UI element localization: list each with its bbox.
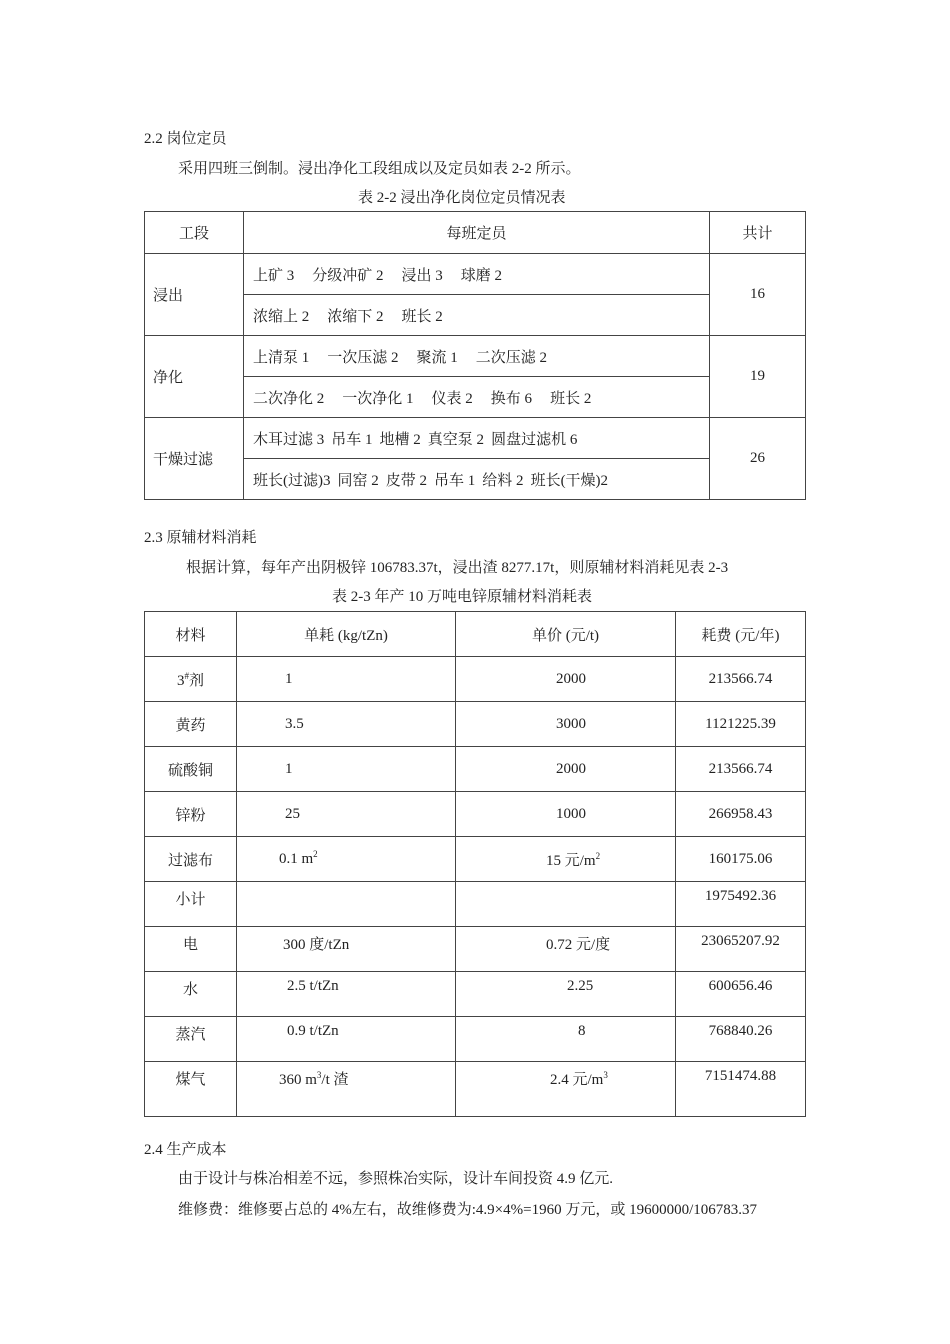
staff-line: [244, 377, 710, 418]
table-row: [145, 459, 806, 500]
header-cell: 每班定员: [244, 212, 710, 254]
dept-cell: 净化: [145, 336, 244, 418]
staff-item: 浸出 3: [401, 267, 443, 284]
staff-item: 二次压滤 2: [475, 349, 548, 366]
table-row: [145, 972, 806, 1017]
staff-item: 同窑 2: [337, 472, 379, 489]
table-row: [145, 702, 806, 747]
unit-consumption-cell: 360 $m^3/t$ 渣: [237, 1062, 456, 1117]
section-2-3-intro: 根据计算，每年产出阴极锌 106783.37t，浸出渣 8277.17t，则原辅材料消耗见表 2-3: [186, 560, 729, 576]
table-row: [145, 418, 806, 459]
dept-cell: 浸出: [145, 254, 244, 336]
cost-cell: 1975492.36: [676, 882, 806, 927]
table-row: [145, 747, 806, 792]
header-cell: 单耗 (kg/tZn): [237, 612, 456, 657]
cost-cell: 7151474.88: [676, 1062, 806, 1117]
staff-line: [244, 295, 710, 336]
staff-line: [244, 418, 710, 459]
staff-item: 班长(干燥)2: [530, 472, 609, 489]
staff-item: 换布 6: [490, 390, 533, 407]
unit-consumption-cell: 1: [237, 657, 456, 702]
section-2-3-heading: 2.3 原辅材料消耗: [144, 530, 257, 546]
material-cell: 小计: [145, 882, 237, 927]
unit-price-cell: 0.72 元/度: [456, 927, 676, 972]
staff-item: 仪表 2: [431, 390, 473, 407]
staff-line: [244, 459, 710, 500]
staff-item: 一次压滤 2: [327, 349, 399, 366]
staff-item: 浓缩下 2: [327, 308, 384, 325]
total-cell: 16: [710, 254, 806, 336]
unit-consumption-cell: 1: [237, 747, 456, 792]
table-row-subtotal: [145, 882, 806, 927]
section-2-2-intro: 采用四班三倒制。浸出净化工段组成以及定员如表 2-2 所示。: [178, 161, 581, 177]
unit-price-cell: 2.25: [456, 972, 676, 1017]
cost-cell: 213566.74: [676, 657, 806, 702]
table-row: [145, 792, 806, 837]
cost-cell: 160175.06: [676, 837, 806, 882]
staff-item: 聚流 1: [416, 349, 458, 366]
unit-consumption-cell: 3.5: [237, 702, 456, 747]
staff-item: 一次净化 1: [342, 390, 414, 407]
unit-consumption-cell: 25: [237, 792, 456, 837]
table-2-2-caption: 表 2-2 浸出净化岗位定员情况表: [358, 190, 566, 206]
material-cell: 黄药: [145, 702, 237, 747]
staff-item: 吊车 1: [434, 472, 476, 489]
staff-item: 真空泵 2: [427, 431, 485, 448]
material-cell: 电: [145, 927, 237, 972]
header-cell: 材料: [145, 612, 237, 657]
header-cell: 工段: [145, 212, 244, 254]
staff-item: 木耳过滤 3: [253, 431, 325, 448]
staff-item: 球磨 2: [460, 267, 503, 284]
staff-item: 班长(过滤)3: [253, 472, 331, 489]
staff-item: 分级冲矿 2: [312, 267, 384, 284]
table-row: [145, 295, 806, 336]
section-2-4-heading: 2.4 生产成本: [144, 1142, 227, 1158]
material-cell: 锌粉: [145, 792, 237, 837]
unit-price-cell: 2000: [456, 657, 676, 702]
table-row: [145, 657, 806, 702]
header-cell: 单价 (元/t): [456, 612, 676, 657]
section-2-2-heading: 2.2 岗位定员: [144, 131, 227, 147]
cost-cell: 600656.46: [676, 972, 806, 1017]
unit-consumption-cell: 0.1 $m^2$: [237, 837, 456, 882]
staff-item: 浓缩上 2: [253, 308, 310, 325]
unit-price-cell: 2.4 元$/m^3$: [456, 1062, 676, 1117]
unit-consumption-cell: [237, 882, 456, 927]
header-cell: 共计: [710, 212, 806, 254]
header-cell: 耗费 (元/年): [676, 612, 806, 657]
cost-cell: 266958.43: [676, 792, 806, 837]
cost-cell: 768840.26: [676, 1017, 806, 1062]
dept-cell: 干燥过滤: [145, 418, 244, 500]
table-row: [145, 377, 806, 418]
staff-item: 圆盘过滤机 6: [491, 431, 578, 448]
staff-line: [244, 254, 710, 295]
unit-consumption-cell: 2.5 t/tZn: [237, 972, 456, 1017]
cost-cell: 1121225.39: [676, 702, 806, 747]
section-2-4-line2: 维修费：维修要占总的 4%左右，故维修费为:4.9×4%=1960 万元，或 19600000/106783.37: [178, 1202, 757, 1218]
unit-price-cell: 1000: [456, 792, 676, 837]
staff-item: 上矿 3: [253, 267, 295, 284]
table-header-row: [145, 612, 806, 657]
staff-item: 上清泵 1: [253, 349, 310, 366]
material-cell: 硫酸铜: [145, 747, 237, 792]
unit-price-cell: 8: [456, 1017, 676, 1062]
table-row: [145, 336, 806, 377]
cost-cell: 213566.74: [676, 747, 806, 792]
material-cell: 煤气: [145, 1062, 237, 1117]
table-row: [145, 1062, 806, 1117]
unit-price-cell: 2000: [456, 747, 676, 792]
materials-table: [144, 611, 806, 1117]
table-row: [145, 254, 806, 295]
table-row: [145, 1017, 806, 1062]
unit-consumption-cell: 0.9 t/tZn: [237, 1017, 456, 1062]
material-cell: 3#剂: [145, 657, 237, 702]
staff-item: 给料 2: [482, 472, 524, 489]
staff-item: 皮带 2: [385, 472, 428, 489]
table-header-row: [145, 212, 806, 254]
staff-item: 班长 2: [550, 390, 592, 407]
unit-consumption-cell: 300 度/tZn: [237, 927, 456, 972]
table-2-3-caption: 表 2-3 年产 10 万吨电锌原辅材料消耗表: [332, 589, 592, 605]
staff-line: [244, 336, 710, 377]
staffing-table: [144, 211, 806, 500]
table-row: [145, 927, 806, 972]
total-cell: 19: [710, 336, 806, 418]
material-cell: 蒸汽: [145, 1017, 237, 1062]
staff-item: 班长 2: [401, 308, 443, 325]
material-cell: 过滤布: [145, 837, 237, 882]
table-row: [145, 837, 806, 882]
material-cell: 水: [145, 972, 237, 1017]
total-cell: 26: [710, 418, 806, 500]
unit-price-cell: [456, 882, 676, 927]
staff-item: 二次净化 2: [253, 390, 325, 407]
staff-item: 吊车 1: [331, 431, 373, 448]
unit-price-cell: 15 元$/m^2$: [456, 837, 676, 882]
cost-cell: 23065207.92: [676, 927, 806, 972]
unit-price-cell: 3000: [456, 702, 676, 747]
staff-item: 地槽 2: [379, 431, 421, 448]
section-2-4-line1: 由于设计与株冶相差不远，参照株冶实际，设计车间投资 4.9 亿元.: [178, 1171, 614, 1187]
